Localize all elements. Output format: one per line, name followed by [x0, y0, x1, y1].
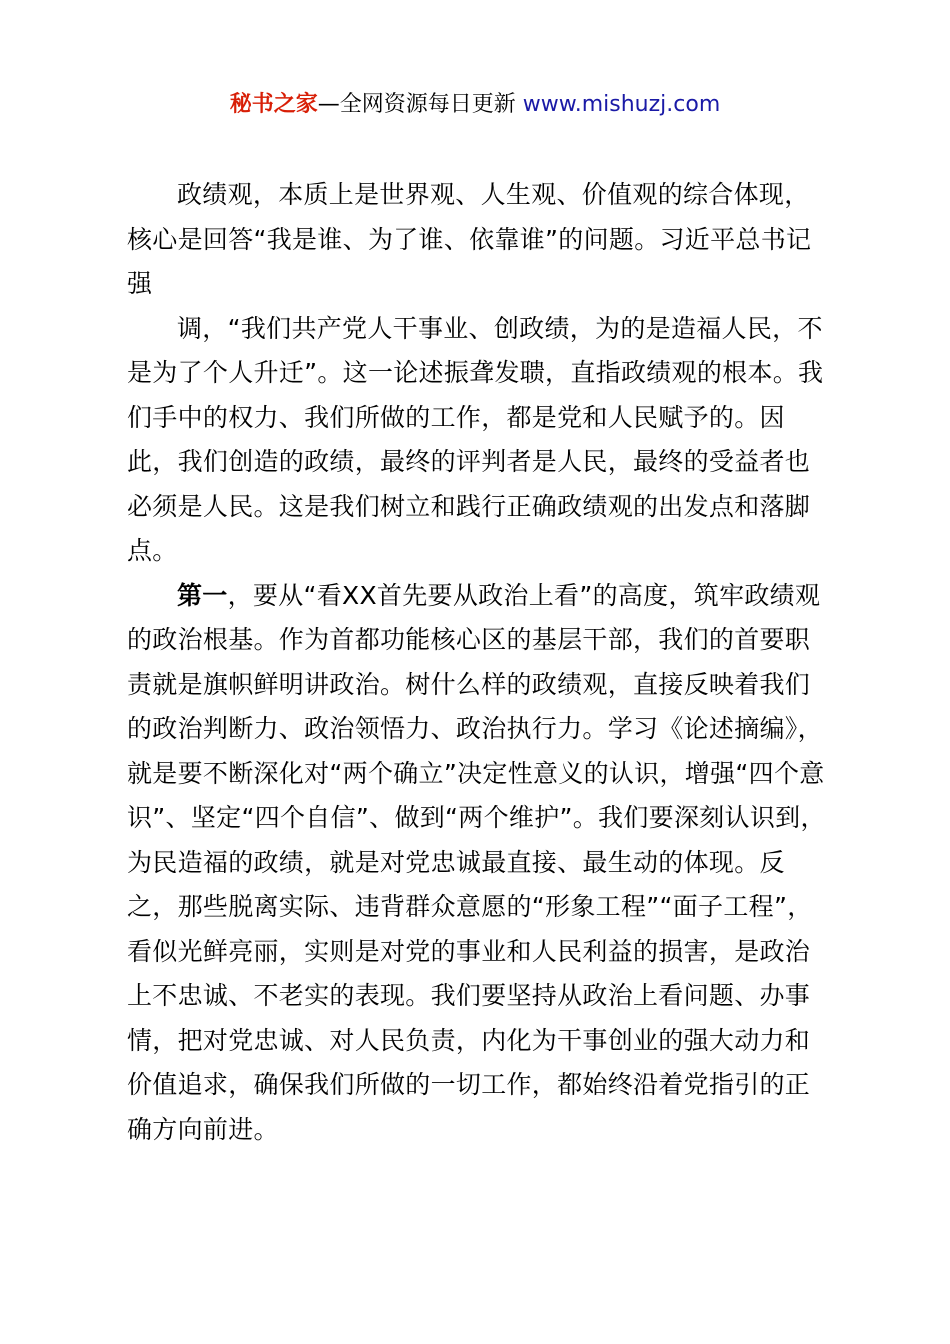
- paragraph-3-lead: 第一: [177, 580, 228, 610]
- header-tagline: —全网资源每日更新: [317, 92, 523, 117]
- paragraph-1-text: 政绩观，本质上是世界观、人生观、价值观的综合体现，核心是回答“我是谁、为了谁、依靠谁”的问题。习近平总书记强: [127, 180, 812, 298]
- article-body: [127, 173, 833, 1152]
- paragraph-3: [127, 574, 833, 1153]
- paragraph-2-text: 调，“我们共产党人干事业、创政绩，为的是造福人民，不是为了个人升迁”。这一论述振聋发聩，直指政绩观的根本。我们手中的权力、我们所做的工作，都是党和人民赋予的。因此，我们创造的政绩，最终的评判者是人民，最终的受益者也必须是人民。这是我们树立和践行正确政绩观的出发点和落脚点。: [127, 313, 824, 565]
- site-header: [0, 88, 950, 122]
- paragraph-3-text: ，要从“看XX首先要从政治上看”的高度，筑牢政绩观的政治根基。作为首都功能核心区的基层干部，我们的首要职责就是旗帜鲜明讲政治。树什么样的政绩观，直接反映着我们的政治判断力、政治领悟力、政治执行力。学习《论述摘编》，就是要不断深化对“两个确立”决定性意义的认识，增强“四个意识”、坚定“四个自信”、做到“两个维护”。我们要深刻认识到，为民造福的政绩，就是对党忠诚最直接、最生动的体现。反之，那些脱离实际、违背群众意愿的“形象工程”“面子工程”，看似光鲜亮丽，实则是对党的事业和人民利益的损害，是政治上不忠诚、不老实的表现。我们要坚持从政治上看问题、办事情，把对党忠诚、对人民负责，内化为干事创业的强大动力和价值追求，确保我们所做的一切工作，都始终沿着党指引的正确方向前进。: [127, 580, 826, 1144]
- paragraph-2: [127, 307, 833, 574]
- site-url-link[interactable]: www.mishuzj.com: [522, 92, 721, 117]
- paragraph-1: [127, 173, 833, 307]
- brand-name: 秘书之家: [229, 92, 318, 117]
